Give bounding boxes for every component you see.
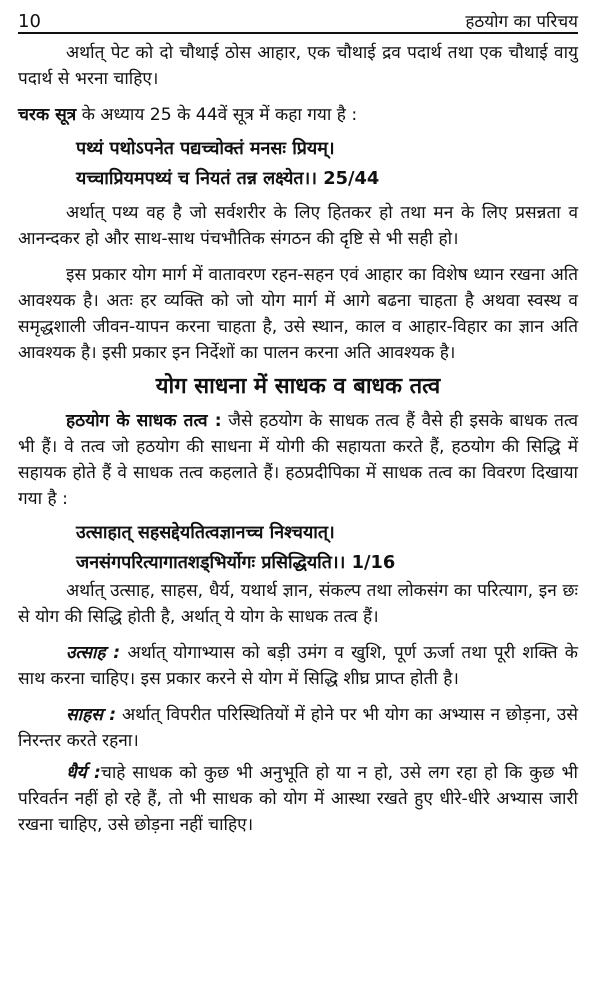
paragraph-utsah bbox=[18, 640, 578, 692]
verse-hp-text-2: जनसंगपरित्यागातशड्भिर्योगः प्रसिद्धियति।। bbox=[76, 552, 352, 573]
verse-charak bbox=[18, 134, 578, 194]
paragraph-sahas-text: अर्थात् विपरीत परिस्थितियों में होने पर भी योग का अभ्यास न छोड़ना, उसे निरन्तर करते रहना। bbox=[18, 705, 578, 751]
paragraph-dhairya bbox=[18, 760, 578, 838]
term-utsah: उत्साह : bbox=[66, 643, 121, 663]
paragraph-sadhak-tatva bbox=[18, 408, 578, 512]
paragraph-pathya: अर्थात् पथ्य वह है जो सर्वशरीर के लिए हितकर हो तथा मन के लिए प्रसन्नता व आनन्दकर हो और साथ-साथ पंचभौतिक संगठन की दृष्टि से भी सही हो। bbox=[18, 203, 578, 249]
term-sahas: साहस : bbox=[66, 705, 117, 725]
paragraph-sadhak-text: जैसे हठयोग के साधक तत्व हैं वैसे ही इसके बाधक तत्व भी हैं। वे तत्व जो हठयोग की साधना में योगी की सहायता करते हैं, हठयोग की सिद्धि में सहायक होते हैं वे साधक तत्व कहलाते हैं। हठप्रदीपिका में साधक तत्व का विवरण दिखाया गया है : bbox=[18, 411, 578, 509]
term-hathayoga-sadhak: हठयोग के साधक तत्व : bbox=[66, 411, 222, 431]
section-title: योग साधना में साधक व बाधक तत्व bbox=[155, 374, 441, 399]
page-number: 10 bbox=[18, 11, 41, 32]
term-charak-sutra: चरक सूत्र bbox=[18, 105, 77, 125]
paragraph-diet: अर्थात् पेट को दो चौथाई ठोस आहार, एक चौथाई द्रव पदार्थ तथा एक चौथाई वायु पदार्थ से भरना चाहिए। bbox=[18, 43, 578, 89]
paragraph-six-factors: अर्थात् उत्साह, साहस, धैर्य, यथार्थ ज्ञान, संकल्प तथा लोकसंग का परित्याग, इन छः से योग की सिद्धि होती है, अर्थात् ये योग के साधक तत्व हैं। bbox=[18, 581, 578, 627]
paragraph-environment: इस प्रकार योग मार्ग में वातावरण रहन-सहन एवं आहार का विशेष ध्यान रखना अति आवश्यक है। अतः हर व्यक्ति को जो योग मार्ग में आगे बढना चाहता है अथवा स्वस्थ व समृद्धशाली जीवन-यापन करना चाहता है, उसे स्थान, काल व आहार-विहार का ज्ञान अति आवश्यक है। इसी प्रकार इन निर्देशों का पालन करना अति आवश्यक है। bbox=[18, 265, 578, 363]
verse-charak-ref: 25/44 bbox=[323, 168, 380, 189]
page-content bbox=[18, 34, 578, 838]
verse-hp-line-1: उत्साहात् सहसद्देयतित्वज्ञानच्च निश्चयात्। bbox=[76, 522, 335, 543]
verse-charak-line-1: पथ्यं पथोऽपनेत पद्यच्चोक्तं मनसः प्रियम्। bbox=[76, 138, 335, 159]
verse-hp-ref: 1/16 bbox=[351, 552, 396, 573]
paragraph-charak-intro bbox=[18, 102, 578, 128]
running-title: हठयोग का परिचय bbox=[465, 12, 578, 32]
paragraph-charak-text: के अध्याय 25 के 44वें सूत्र में कहा गया है : bbox=[76, 105, 358, 125]
verse-charak-line-2 bbox=[76, 164, 578, 194]
term-dhairya: धैर्य : bbox=[66, 763, 101, 783]
paragraph-dhairya-text: चाहे साधक को कुछ भी अनुभूति हो या न हो, उसे लग रहा हो कि कुछ भी परिवर्तन नहीं हो रहे हैं, तो भी साधक को योग में आस्था रखते हुए धीरे-धीरे अभ्यास जारी रखना चाहिए, उसे छोड़ना नहीं चाहिए। bbox=[18, 763, 578, 835]
paragraph-sahas bbox=[18, 702, 578, 754]
verse-hathapradipika bbox=[18, 518, 578, 578]
page-header bbox=[18, 0, 578, 34]
verse-hp-line-2 bbox=[76, 548, 578, 578]
verse-charak-text-2: यच्चाप्रियमपथ्यं च नियतं तन्न लक्ष्येत।। bbox=[76, 168, 324, 189]
paragraph-utsah-text: अर्थात् योगाभ्यास को बड़ी उमंग व खुशि, पूर्ण ऊर्जा तथा पूरी शक्ति के साथ करना चाहिए। इस प्रकार करने से योग में सिद्धि शीघ्र प्राप्त होती है। bbox=[18, 643, 578, 689]
